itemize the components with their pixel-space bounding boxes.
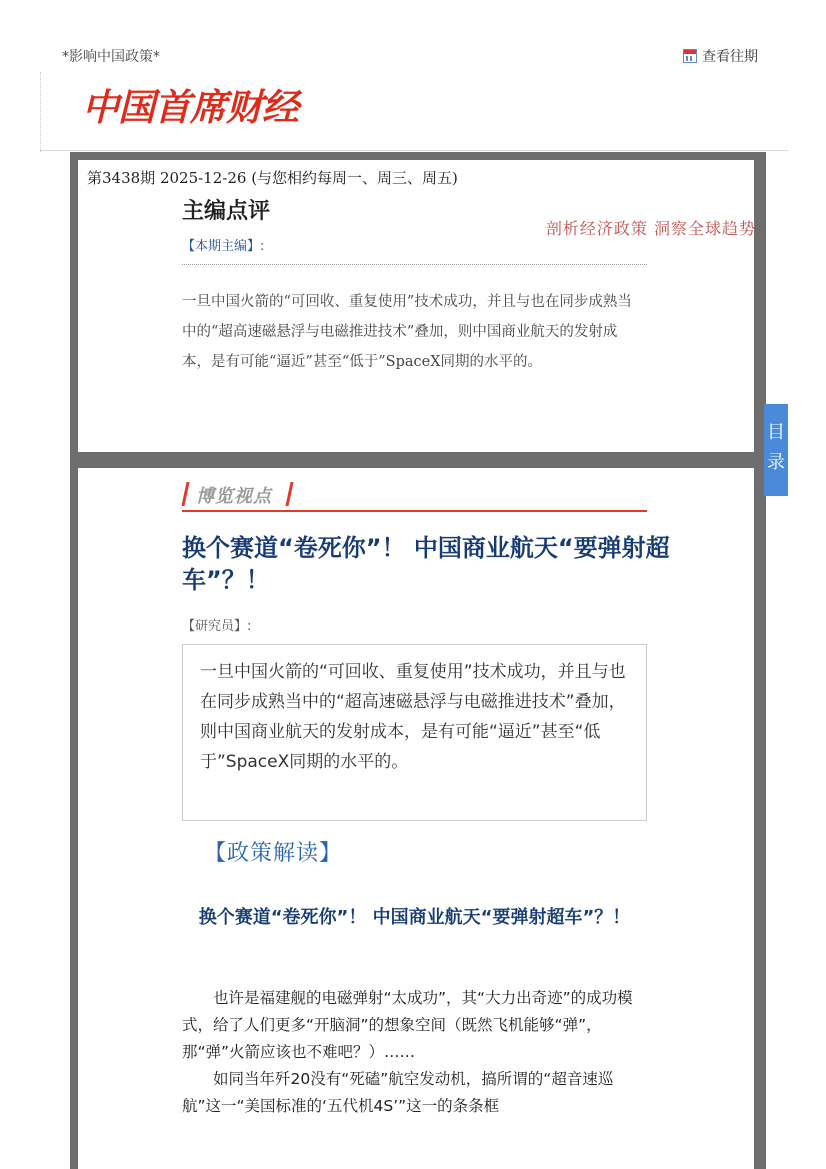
editor-comment-body: 一旦中国火箭的“可回收、重复使用”技术成功，并且与也在同步成熟当中的“超高速磁悬浮与电磁推进技术”叠加，则中国商业航天的发射成本，是有可能“逼近”甚至“低于”SpaceX同期的水平的。: [182, 294, 632, 370]
article-paragraph: 如同当年歼20没有“死磕”航空发动机，搞所谓的“超音速巡航”这一“美国标准的‘五代机4S’”这一的条条框: [182, 1070, 614, 1115]
editor-comment-title: 主编点评: [182, 199, 271, 224]
summary-box: [182, 644, 647, 821]
toc-label-2[interactable]: 录: [767, 452, 785, 473]
summary-text: 一旦中国火箭的“可回收、重复使用”技术成功，并且与也在同步成熟当中的“超高速磁悬浮与电磁推进技术”叠加，则中国商业航天的发射成本，是有可能“逼近”甚至“低于”SpaceX同期的水平的。: [200, 662, 626, 772]
section-accent-left: [181, 482, 189, 506]
section-accent-right: [285, 482, 293, 506]
back-issues-link[interactable]: [683, 46, 758, 66]
researcher-label: [182, 615, 251, 634]
editor-label-text: 【本期主编】: [182, 239, 261, 254]
editor-label-colon: :: [260, 239, 265, 254]
divider: [182, 264, 647, 265]
tagline: *影响中国政策*: [62, 49, 160, 65]
researcher-colon: :: [247, 619, 252, 634]
toc-tab[interactable]: [764, 404, 788, 496]
logo: 中国首席财经: [82, 86, 298, 129]
toc-label-1[interactable]: 目: [767, 422, 785, 443]
section-header: [182, 478, 647, 512]
article-body: [182, 985, 648, 1120]
researcher-label-text: 【研究员】: [182, 619, 248, 634]
issue-line: 第3438期 2025-12-26 (与您相约每周一、周三、周五): [87, 169, 458, 187]
divider: [40, 72, 41, 152]
divider: [40, 150, 788, 151]
editor-label: [182, 235, 264, 254]
article-headline: 换个赛道“卷死你”！ 中国商业航天“要弹射超车”？！: [182, 534, 670, 594]
back-issues-label[interactable]: 查看往期: [702, 49, 758, 65]
article-title: 换个赛道“卷死你”！ 中国商业航天“要弹射超车”？！: [198, 907, 631, 928]
article-paragraph: 也许是福建舰的电磁弹射“太成功”，其“大力出奇迹”的成功模式，给了人们更多“开脑洞”的想象空间（既然飞机能够“弹”，那“弹”火箭应该也不难吧？）……: [182, 989, 633, 1061]
policy-tag: 【政策解读】: [204, 841, 343, 866]
slogan: 剖析经济政策 洞察全球趋势: [545, 219, 756, 238]
calendar-icon: [683, 49, 697, 63]
section-label: 博览视点: [196, 486, 272, 507]
